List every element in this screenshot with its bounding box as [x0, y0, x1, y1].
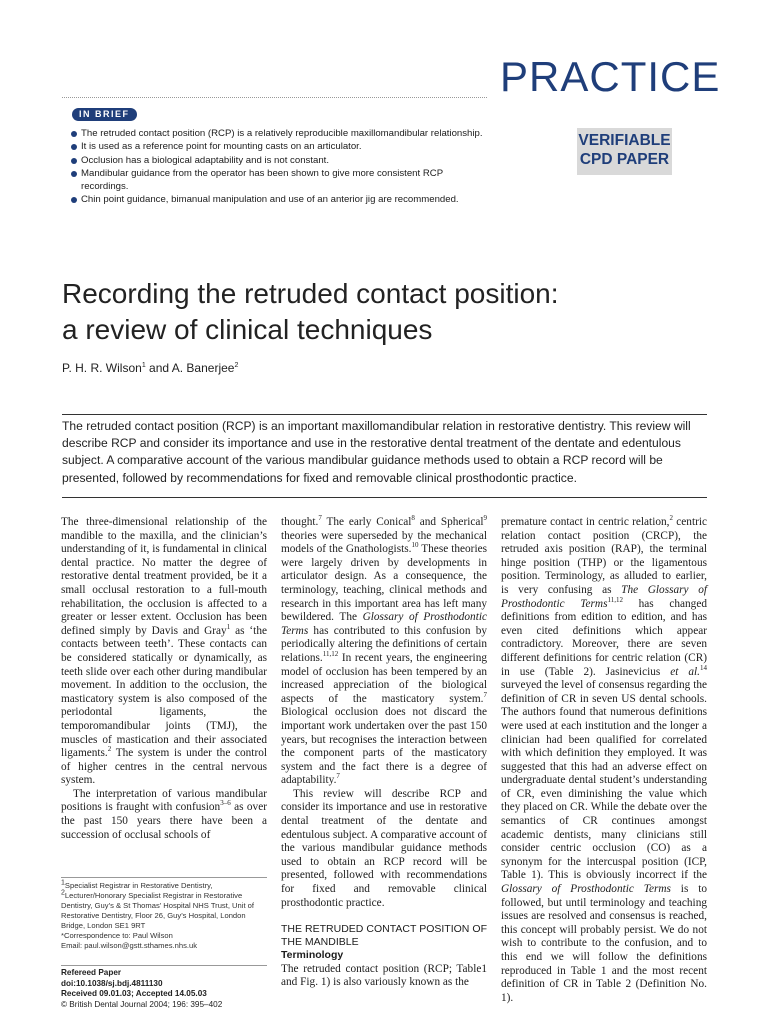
affiliations	[61, 881, 267, 951]
paragraph	[501, 516, 707, 1005]
text-run: surveyed the level of consensus regarding the definition of CR in seven US dental schools. The authors found that numerous definitions were used at each institution and the longer a clinician had been qualified for correlated with which definition they employed. It was suggested that this had an adverse effect on undergraduate dental student’s understanding of CR, even diminishing the value which they placed on CR. While the debate over the semantics of CR continues amongst academic dentists, many clinicians still consider centric occlusion (CO) as a synonym for the intercuspal position (ICP, Table 1). This is obviously incorrect if the	[501, 679, 707, 882]
article-title-line1: Recording the retruded contact position:	[62, 278, 559, 309]
affiliation-text: Lecturer/Honorary Specialist Registrar in Restorative Dentistry, Guy’s & St Thomas’ Hospital NHS Trust, Unit of Restorative Dentistry, Floor 26, Guy’s Hospital, London Bridge, London SE1 9RT	[61, 891, 254, 930]
abstract-bottom-rule	[62, 497, 707, 498]
section-heading: THE RETRUDED CONTACT POSITION OF THE MANDIBLE	[281, 923, 487, 949]
in-brief-item: Occlusion has a biological adaptability and is not constant.	[70, 154, 490, 167]
subsection-heading: Terminology	[281, 949, 344, 962]
abstract-top-rule	[62, 414, 707, 415]
affiliation-marker: 2	[61, 889, 65, 897]
section-title: PRACTICE	[500, 53, 721, 100]
glossary-title: Glossary of Prosthodontic Terms	[501, 883, 671, 896]
doi: doi:10.1038/sj.bdj.4811130	[61, 978, 163, 988]
footer-rule	[61, 965, 267, 966]
email: Email: paul.wilson@gstt.sthames.nhs.uk	[61, 941, 198, 950]
paragraph: This review will describe RCP and consider its importance and use in restorative dental treatment of the dentate and edentulous subject. A comparative account of the various mandibular guidance methods used to obtain an RCP record will be presented, followed with recommendations for fixed and removable clinical prosthodontic practice.	[281, 787, 487, 909]
text-run: The early Conical	[321, 516, 412, 528]
glossary-title: The Glossary of Prosthodontic Terms	[501, 583, 707, 610]
text-run: as over the past 150 years there have been a succession of occlusal schools of	[61, 801, 267, 841]
citation: 11,12	[607, 595, 623, 604]
citation: 2	[669, 514, 673, 523]
citation: 10	[411, 541, 419, 550]
citation: 2	[107, 745, 112, 754]
citation: 14	[700, 663, 708, 672]
in-brief-list	[70, 127, 490, 207]
text-run: These theories were largely driven by developments in articulator design. As a consequence, the terminology, teaching, clinical methods and research in this important area has left many bewildered. The	[281, 543, 487, 624]
paragraph: The retruded contact position (RCP; Table1 and Fig. 1) is also variously known as the	[281, 962, 487, 989]
paper-meta	[61, 968, 267, 1010]
in-brief-item: Chin point guidance, bimanual manipulation and use of an anterior jig are recommended.	[70, 193, 490, 206]
text-run: is to followed, but until terminology and teaching issues are resolved and consensus is reached, this concept will probably persist. We do not wish to contribute to the confusion, and to this end we will follow the definitions reproduced in Table 1 and the most recent definition of CR in Table 2 (Definition No. 1).	[501, 883, 707, 1004]
citation: 8	[411, 514, 415, 523]
cpd-badge-line1: VERIFIABLE	[578, 132, 671, 149]
citation: 7	[483, 690, 487, 699]
affiliation-marker: 1	[61, 879, 65, 887]
text-run: premature contact in centric relation,	[501, 516, 670, 528]
text-run: thought.	[281, 516, 319, 528]
citation: 7	[318, 514, 322, 523]
body-column-2	[281, 516, 487, 990]
affiliation-text: Specialist Registrar in Restorative Dentistry,	[64, 881, 213, 890]
in-brief-item: The retruded contact position (RCP) is a relatively reproducible maxillomandibular relationship.	[70, 127, 490, 140]
text-run: The three-dimensional relationship of the mandible to the maxilla, and the clinician’s understanding of it, is fundamental in clinical dental practice. No matter the degree of restorative dental treatment provided, be it a small occlusal restoration to a full-mouth rehabilitation, the occlusion is affected to a greater or lesser extent. Occlusion has been defined simply by Davis and Gray	[61, 516, 267, 637]
author-1: P. H. R. Wilson	[62, 361, 142, 375]
in-brief-rule	[62, 97, 487, 98]
in-brief-item: It is used as a reference point for mounting casts on an articulator.	[70, 140, 490, 153]
citation: 11,12	[322, 650, 339, 659]
cpd-badge	[577, 128, 672, 175]
cpd-badge-line2: CPD PAPER	[579, 151, 670, 168]
affiliation	[61, 881, 267, 891]
citation: 3–6	[220, 799, 231, 808]
author-2-affiliation: 2	[234, 362, 239, 369]
glossary-title: Glossary of Prosthodontic Terms	[281, 611, 487, 637]
paragraph	[61, 516, 267, 788]
abstract: The retruded contact position (RCP) is an important maxillomandibular relation in restorative dentistry. This review will describe RCP and consider its importance and use in the restorative dental treatment of the dentate and edentulous subject. A comparative account of the various mandibular guidance methods used to obtain a RCP record will be presented, followed by recommendations for fixed and removable clinical prosthodontic practice.	[62, 419, 691, 485]
text-run: has contributed to this confusion by periodically altering the definitions of certain relations.	[281, 624, 487, 664]
paper-type: Refereed Paper	[61, 968, 122, 977]
citation: 7	[336, 772, 340, 781]
body-column-1	[61, 516, 267, 842]
author-1-affiliation: 1	[141, 362, 146, 369]
dates: Received 09.01.03; Accepted 14.05.03	[61, 989, 207, 998]
copyright: © British Dental Journal 2004; 196: 395–402	[61, 999, 223, 1009]
text-run: as ‘the contacts between teeth’. These contacts can be considered statically or dynamically, as teeth slide over each other during mandibular movement. In addition to the occlusion, the masticatory system is also composed of the periodontal ligaments, the temporomandibular joints (TMJ), the muscles of mastication and their associated ligaments.	[61, 624, 267, 760]
paragraph	[281, 516, 487, 788]
author-2: A. Banerjee	[171, 361, 235, 375]
text-run: and Spherical	[414, 516, 484, 528]
affiliation	[61, 891, 267, 931]
text-run: centric relation contact position (CRCP), the retruded axis position (RAP), the terminal hinge position (THP) or the ligamentous position. Terminology, as alluded to earlier, is very confusing as	[501, 516, 708, 596]
affiliations-rule	[61, 877, 267, 878]
text-run: The system is under the control of higher centres in the central nervous system.	[61, 747, 267, 787]
authors	[62, 361, 238, 375]
in-brief-item: Mandibular guidance from the operator has been shown to give more consistent RCP recordings.	[70, 167, 490, 194]
article-title-line2: a review of clinical techniques	[62, 314, 433, 345]
body-column-3	[501, 516, 707, 1005]
et-al: et al.	[670, 665, 701, 678]
authors-conjunction: and	[145, 361, 172, 375]
paragraph	[61, 788, 267, 842]
text-run: The interpretation of various mandibular positions is fraught with confusion	[61, 787, 267, 814]
text-run: has changed definitions from edition to edition, and has even cited definitions which appear contradictory. Moreover, there are seven different definitions for centric relation (CR) in use (Table 2). Jasinevicius	[501, 597, 707, 678]
in-brief-label: IN BRIEF	[72, 108, 137, 121]
article-title	[62, 276, 662, 348]
text-run: In recent years, the engineering model of occlusion has been tempered by an increased appreciation of the biological aspects of the masticatory system.	[281, 651, 487, 705]
correspondence: *Correspondence to: Paul Wilson	[61, 931, 173, 940]
text-run: theories were superseded by the mechanical models of the Gnathologists.	[281, 529, 487, 556]
citation: 9	[483, 514, 488, 523]
citation: 1	[226, 622, 231, 631]
text-run: Biological occlusion does not discard the important work undertaken over the past 150 years, but recognises the interaction between the component parts of the masticatory system and the fact there is a degree of adaptability.	[281, 706, 487, 787]
